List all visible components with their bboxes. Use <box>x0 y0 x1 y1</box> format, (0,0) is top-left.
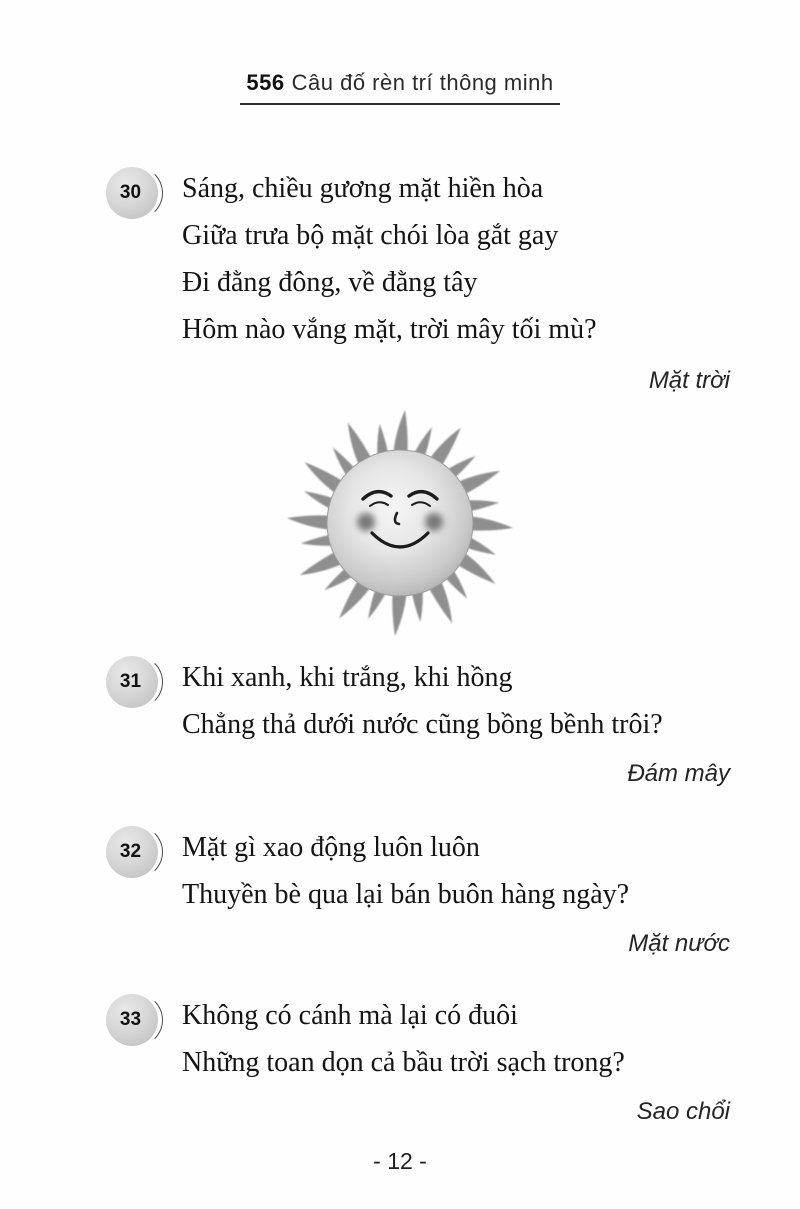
riddle-number-badge <box>106 656 158 708</box>
verse-line: Sáng, chiều gương mặt hiền hòa <box>182 173 544 204</box>
riddle-verse <box>182 992 625 1086</box>
verse-line: Mặt gì xao động luôn luôn <box>182 832 480 863</box>
riddle-32 <box>106 824 800 918</box>
riddle-number: 33 <box>119 1008 142 1030</box>
riddle-answer: Đám mây <box>627 760 730 787</box>
verse-line: Đi đằng đông, về đằng tây <box>182 267 478 298</box>
riddle-answer: Mặt trời <box>648 367 730 394</box>
riddle-number-badge <box>106 826 158 878</box>
riddle-number: 32 <box>119 840 142 862</box>
riddle-number: 30 <box>119 181 142 203</box>
verse-line: Khi xanh, khi trắng, khi hồng <box>182 662 513 693</box>
verse-line: Chẳng thả dưới nước cũng bồng bềnh trôi? <box>182 709 663 740</box>
verse-line: Hôm nào vắng mặt, trời mây tối mù? <box>182 314 597 345</box>
smiling-sun-icon <box>280 401 520 641</box>
riddle-answer: Mặt nước <box>628 930 730 957</box>
verse-line: Những toan dọn cả bầu trời sạch trong? <box>182 1047 625 1078</box>
sun-face-circle <box>327 450 473 596</box>
riddle-number-badge <box>106 994 158 1046</box>
verse-line: Không có cánh mà lại có đuôi <box>182 1000 518 1031</box>
page-number: - 12 - <box>373 1148 427 1174</box>
riddle-33 <box>106 992 800 1086</box>
smiling-sun-illustration <box>280 401 520 646</box>
verse-line: Giữa trưa bộ mặt chói lòa gắt gay <box>182 220 559 251</box>
riddle-30 <box>106 165 800 353</box>
book-title: Câu đố rèn trí thông minh <box>291 70 554 95</box>
riddle-number-badge <box>106 167 158 219</box>
riddle-verse <box>182 165 597 353</box>
verse-line: Thuyền bè qua lại bán buôn hàng ngày? <box>182 879 630 910</box>
running-head <box>240 70 559 105</box>
riddle-number: 31 <box>119 670 142 692</box>
riddle-verse <box>182 824 629 918</box>
riddle-answer: Sao chổi <box>636 1098 730 1125</box>
book-riddle-count: 556 <box>246 70 285 95</box>
page-header <box>0 0 800 105</box>
riddle-verse <box>182 654 663 748</box>
riddle-31 <box>106 654 800 748</box>
